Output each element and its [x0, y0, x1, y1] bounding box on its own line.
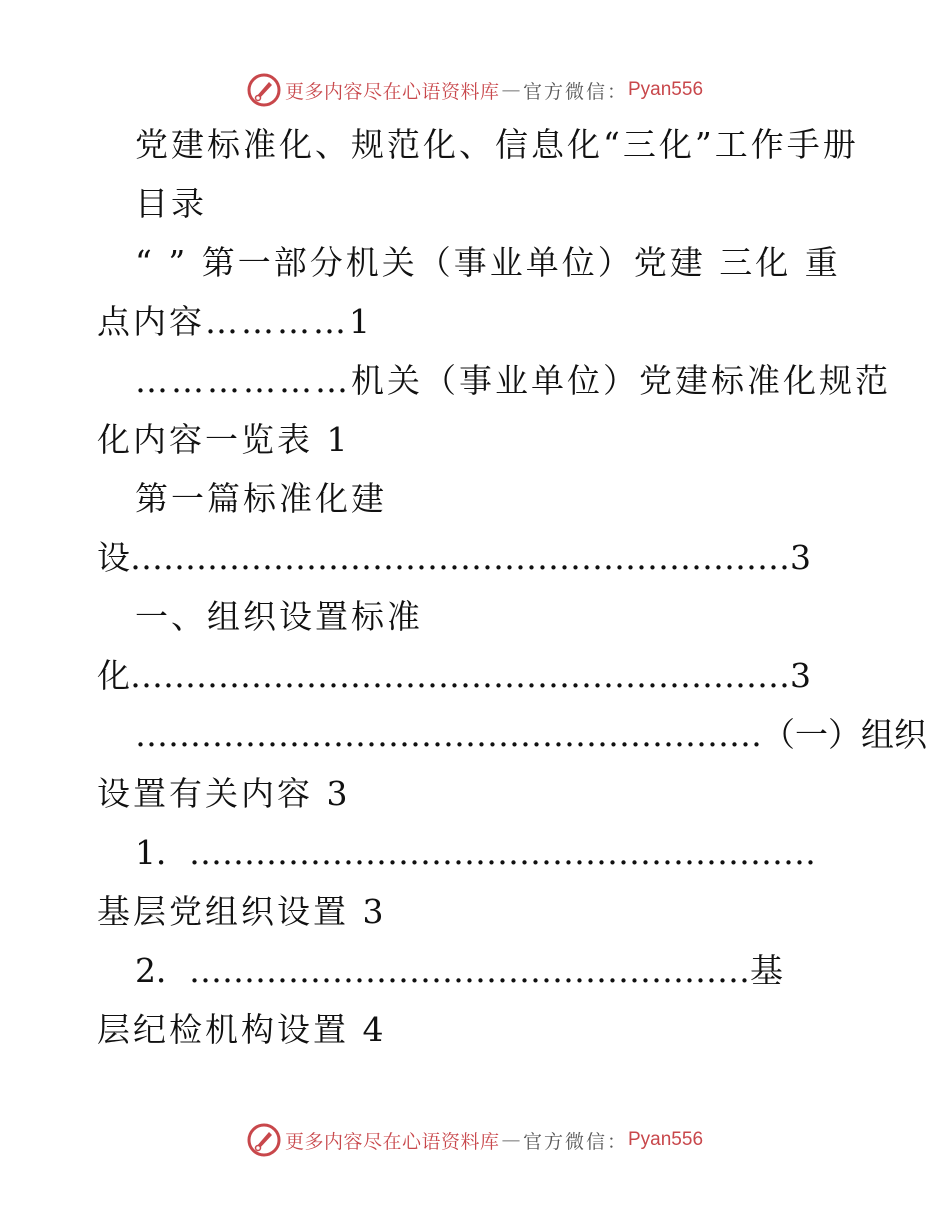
watermark-banner-top: [0, 70, 950, 110]
watermark-dash: —: [501, 79, 521, 101]
toc-line: 基层党组织设置 3: [97, 892, 387, 931]
toc-line: …………………………………………………（一）组织: [135, 715, 927, 754]
document-title: 党建标准化、规范化、信息化“三化”工作手册: [135, 125, 859, 164]
toc-line: 化内容一览表 1: [97, 420, 351, 459]
toc-line: 1．…………………………………………………: [135, 833, 816, 872]
toc-line: 化……………………………………………………3: [97, 656, 811, 695]
watermark-text: 更多内容尽在心语资料库: [284, 80, 500, 103]
watermark-dash: —: [501, 1129, 521, 1151]
toc-line: 第一篇标准化建: [135, 479, 387, 518]
wechat-label: 官方微信：: [522, 1130, 628, 1153]
wechat-label: 官方微信：: [522, 80, 628, 103]
wechat-id: Pyan556: [628, 79, 704, 100]
watermark-banner-bottom: [0, 1120, 950, 1160]
watermark-text: 更多内容尽在心语资料库: [284, 1130, 500, 1153]
wechat-id: Pyan556: [628, 1129, 704, 1150]
quill-seal-icon: [247, 73, 281, 107]
toc-line: 2．……………………………………………基: [135, 951, 783, 990]
quill-seal-icon: [247, 1123, 281, 1157]
toc-line: 一、组织设置标准: [135, 597, 423, 636]
toc-line: 设……………………………………………………3: [97, 538, 811, 577]
toc-line: 层纪检机构设置 4: [97, 1010, 387, 1049]
toc-heading: 目录: [135, 184, 207, 223]
toc-line: “ ” 第一部分机关（事业单位）党建 三化 重: [135, 243, 841, 282]
toc-line: ………………机关（事业单位）党建标准化规范: [135, 361, 891, 400]
toc-line: 设置有关内容 3: [97, 774, 351, 813]
toc-line: 点内容…………1: [97, 302, 373, 341]
